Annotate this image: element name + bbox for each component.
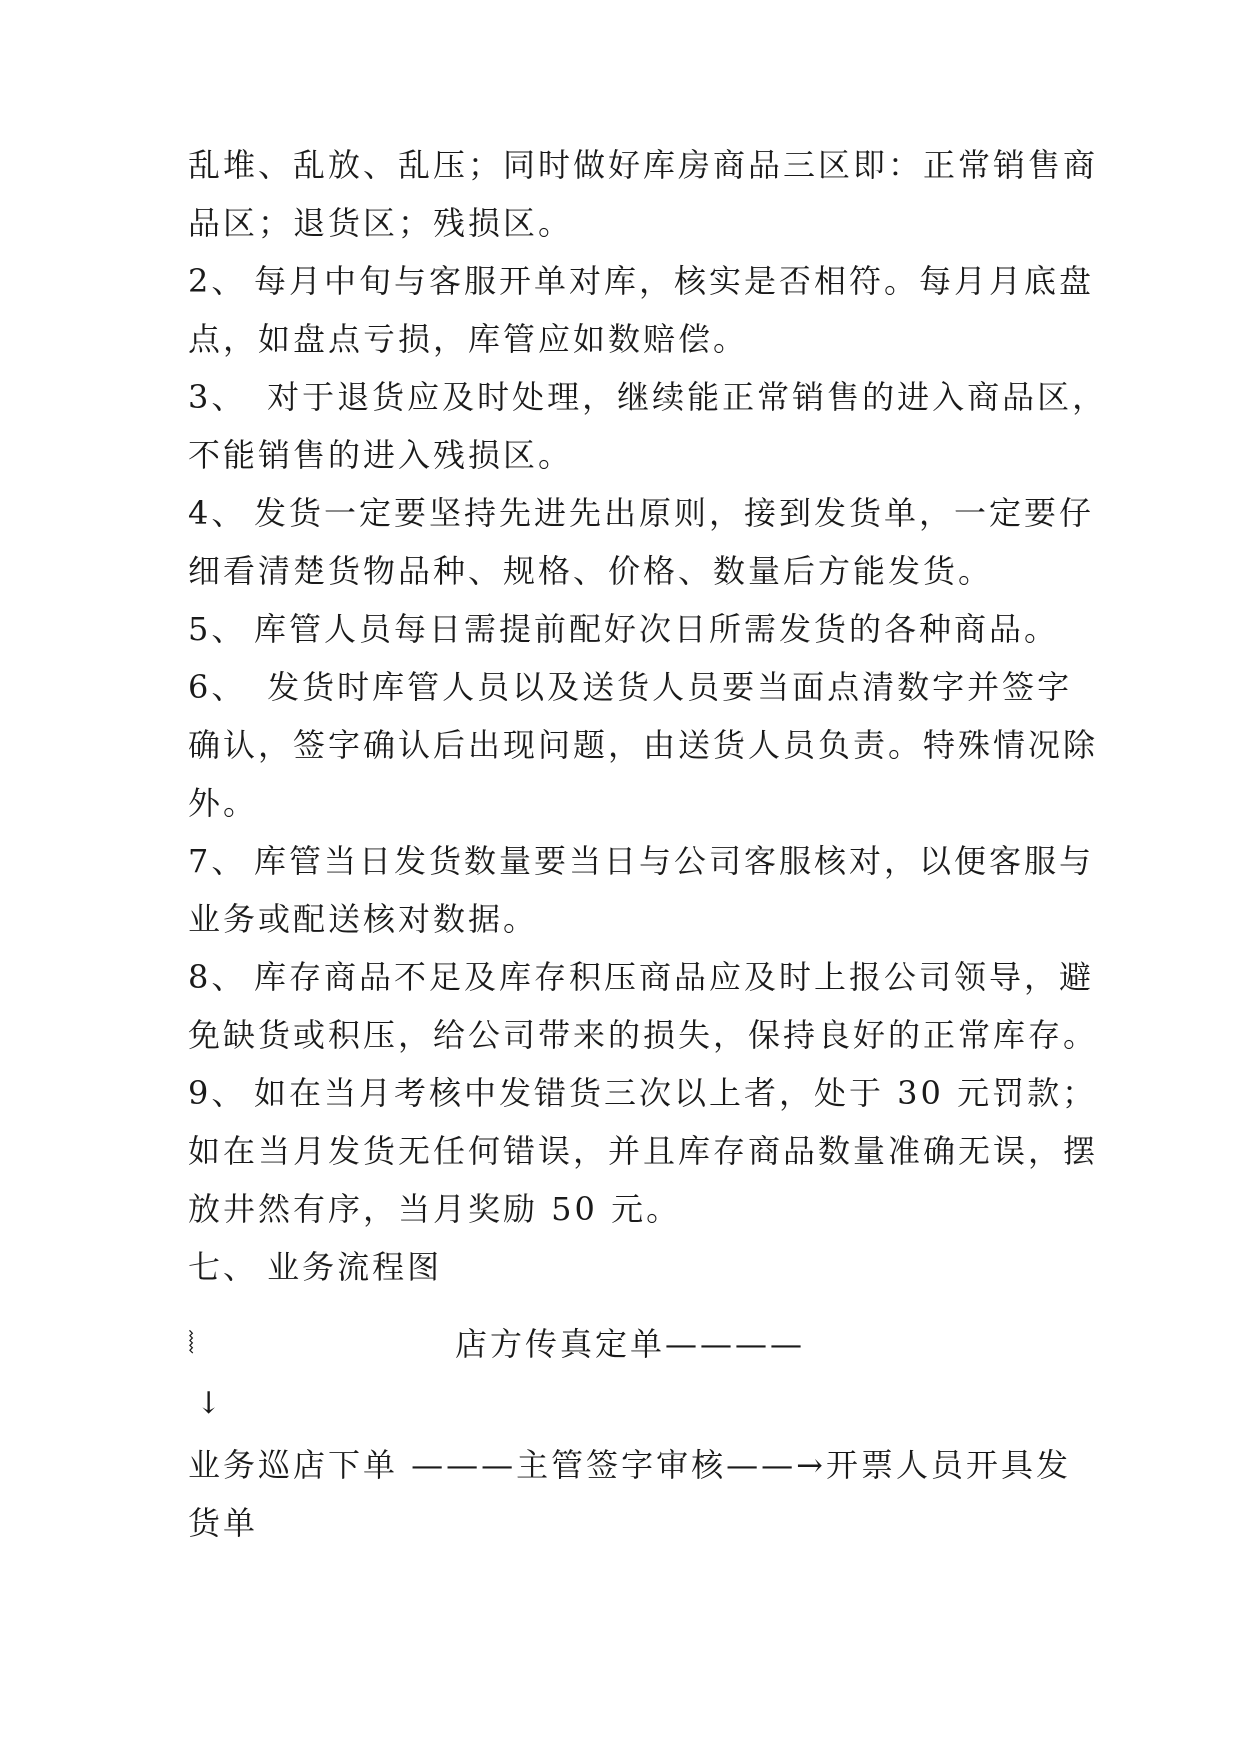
list-text: 发货一定要坚持先进先出原则，接到发货单，一定要仔 xyxy=(254,494,1095,532)
list-item-5 xyxy=(188,609,1059,649)
list-text: 每月中旬与客服开单对库，核实是否相符。每月月底盘 xyxy=(254,262,1095,300)
list-number: 2、 xyxy=(188,262,247,300)
text-line: 点，如盘点亏损，库管应如数赔偿。 xyxy=(188,320,749,358)
flow-step-fax-order: 店方传真定单———— xyxy=(455,1325,806,1363)
list-item-6 xyxy=(188,667,1072,707)
text-line: 确认，签字确认后出现问题，由送货人员负责。特殊情况除 xyxy=(188,726,1099,764)
text-line: 如在当月发货无任何错误，并且库存商品数量准确无误，摆 xyxy=(188,1132,1099,1170)
section-title: 业务流程图 xyxy=(254,1248,443,1286)
list-number: 7、 xyxy=(188,842,247,880)
list-number: 9、 xyxy=(188,1074,247,1112)
flow-row: 业务巡店下单 ———主管签字审核——→开票人员开具发 xyxy=(188,1446,1071,1484)
text-line: 免缺货或积压，给公司带来的损失，保持良好的正常库存。 xyxy=(188,1016,1099,1054)
list-item-3 xyxy=(188,377,1107,417)
list-text: 对于退货应及时处理，继续能正常销售的进入商品区， xyxy=(254,378,1108,416)
text-line: 外。 xyxy=(188,784,259,822)
list-item-2 xyxy=(188,261,1094,301)
list-text: 库存商品不足及库存积压商品应及时上报公司领导，避 xyxy=(254,958,1095,996)
list-text: 发货时库管人员以及送货人员要当面点清数字并签字 xyxy=(254,668,1073,706)
flow-row-continued: 货单 xyxy=(188,1504,259,1542)
list-number: 8、 xyxy=(188,958,247,996)
section-number: 七、 xyxy=(188,1248,259,1286)
bracket-glyph: ⦚ xyxy=(188,1326,195,1361)
list-number: 5、 xyxy=(188,610,247,648)
text-line: 乱堆、乱放、乱压；同时做好库房商品三区即：正常销售商 xyxy=(188,146,1099,184)
list-item-8 xyxy=(188,957,1094,997)
list-item-4 xyxy=(188,493,1094,533)
list-number: 3、 xyxy=(188,378,247,416)
text-line: 品区；退货区；残损区。 xyxy=(188,204,574,242)
down-arrow-icon: ↓ xyxy=(196,1386,222,1421)
text-line: 细看清楚货物品种、规格、价格、数量后方能发货。 xyxy=(188,552,994,590)
text-line: 放井然有序，当月奖励 50 元。 xyxy=(188,1190,682,1228)
section-heading xyxy=(188,1247,442,1287)
text-line: 不能销售的进入残损区。 xyxy=(188,436,574,474)
list-text: 库管当日发货数量要当日与公司客服核对，以便客服与 xyxy=(254,842,1095,880)
list-item-7 xyxy=(188,841,1094,881)
text-line: 业务或配送核对数据。 xyxy=(188,900,539,938)
list-item-9 xyxy=(188,1073,1097,1113)
list-text: 库管人员每日需提前配好次日所需发货的各种商品。 xyxy=(254,610,1060,648)
list-text: 如在当月考核中发错货三次以上者，处于 30 元罚款； xyxy=(254,1074,1098,1112)
list-number: 4、 xyxy=(188,494,247,532)
list-number: 6、 xyxy=(188,668,247,706)
